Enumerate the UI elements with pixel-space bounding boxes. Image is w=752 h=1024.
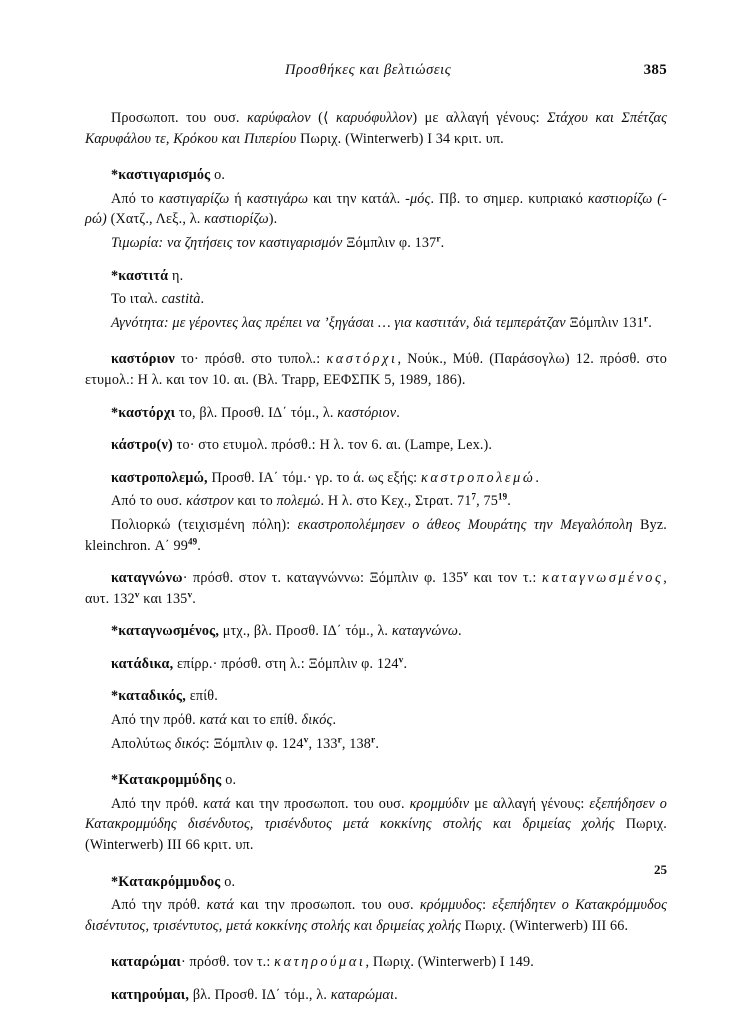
entry-headword: *καστόρχι [111, 404, 176, 421]
text-run: (Χατζ., Λεξ., λ. [106, 211, 205, 228]
entry-citation [85, 233, 667, 254]
entry-headword-line [85, 266, 667, 287]
text-run: . [394, 987, 398, 1003]
text-run: και το [233, 493, 277, 510]
entry-headword: *καταγνωσμένος, [111, 623, 220, 640]
text-run-italic: εξεπήδητεν ο Κατακρόμμυδος δισέντυτος, τρισέντυτος, μετά κοκκίνης στολής και δριμείας χολής [85, 897, 667, 934]
text-run: , 138 [341, 735, 372, 752]
entry-headword: καστόριον [111, 351, 175, 368]
text-run: μτχ., βλ. Προσθ. ΙΔ΄ τόμ., λ. [219, 623, 392, 640]
text-run: και τον τ.: [468, 570, 542, 587]
text-run: Πωριχ. (Winterwerb) I 34 κριτ. υπ. [296, 130, 504, 147]
entry-paragraph [85, 568, 667, 609]
entry-headword-line [85, 165, 667, 186]
text-run-italic: δικός [174, 735, 206, 752]
text-run-spaced: καστροπολεμώ [420, 469, 536, 486]
text-run: Byz. kleinchron. Α΄ 99 [85, 516, 667, 554]
line-superscript: 19 [498, 491, 508, 502]
text-run: με αλλαγή γένους: [469, 795, 590, 812]
text-run: Ξόμπλιν φ. 137 [342, 234, 437, 251]
text-run-italic: καρύφαλον [246, 110, 311, 126]
text-run: Από την πρόθ. [111, 712, 200, 729]
text-run: Πωριχ. (Winterwerb) III 66 κριτ. υπ. [85, 816, 667, 854]
text-run-italic: εκαστροπολέμησεν ο άθεος Μουράτης την Μεγαλόπολη [297, 516, 633, 533]
text-run: Από το [111, 190, 159, 207]
entry-headword-tail: επίθ. [186, 688, 219, 705]
entry-headword: *Κατακρόμμυδος [111, 873, 221, 890]
text-run-italic: καστόριον [337, 404, 397, 421]
text-run-italic: πολεμώ [276, 493, 321, 510]
text-run: Πωριχ. (Winterwerb) III 66. [460, 917, 629, 934]
entry-paragraph [85, 621, 667, 642]
entry-paragraph [85, 108, 667, 149]
text-run-italic: κρόμμυδος [419, 897, 483, 914]
running-head [85, 62, 667, 84]
text-run: επίρρ.· πρόσθ. στη λ.: Ξόμπλιν φ. 124 [173, 655, 399, 672]
line-superscript: 49 [188, 535, 198, 546]
entry-katakrommydis [85, 770, 667, 855]
entry-paragraph [85, 403, 667, 424]
text-run: το· στο ετυμολ. πρόσθ.: Η λ. τον 6. αι. (Lampe, Lex.). [172, 437, 493, 454]
text-run: ). [268, 211, 278, 228]
entry-kastigarismos [85, 165, 667, 253]
text-run: , αυτ. 132 [85, 570, 667, 607]
entry-paragraph [85, 491, 667, 512]
entry-paragraph [85, 468, 667, 489]
text-run: . [332, 712, 337, 729]
text-run: ) με αλλαγή γένους: [412, 110, 548, 126]
entry-paragraph [85, 654, 667, 675]
text-run: Πολιορκώ (τειχισμένη πόλη): [111, 516, 298, 533]
page-body [85, 108, 667, 1006]
text-run: Προσθ. ΙΑ΄ τόμ.· γρ. το ά. ως εξής: [207, 469, 421, 486]
text-run-italic: καρυόφυλλον [336, 110, 413, 126]
text-run-italic: καστιγαρίζω [158, 190, 230, 207]
text-run: Από την πρόθ. [111, 795, 204, 812]
entry-kastorchi [85, 403, 667, 424]
entry-katakrommydos [85, 872, 667, 937]
text-run: , 75 [476, 493, 499, 510]
folio-superscript: r [436, 234, 441, 245]
text-run: . [197, 537, 201, 554]
text-run: και το επίθ. [226, 712, 302, 729]
text-run: : Ξόμπλιν φ. 124 [205, 735, 304, 752]
text-run: Το ιταλ. [111, 291, 162, 308]
entry-kataromai [85, 952, 667, 973]
entry-headword-tail: η. [168, 267, 184, 284]
entry-citation [85, 515, 667, 556]
entry-paragraph [85, 289, 667, 310]
entry-headword: *καστιγαρισμός [111, 167, 211, 184]
entry-headword-tail: ο. [220, 873, 236, 890]
text-run-italic: καταγνώνω [391, 623, 459, 640]
text-run-italic: δικός [301, 712, 333, 729]
text-run-spaced: καστόρχι [326, 351, 398, 368]
text-run: Προσωποπ. του ουσ. [111, 110, 247, 126]
text-run: . Η λ. στο Κεχ., Στρατ. 71 [320, 493, 472, 510]
entry-kastron [85, 435, 667, 456]
entry-paragraph [85, 895, 667, 936]
entry-katadika [85, 654, 667, 675]
text-run: Απολύτως [111, 735, 175, 752]
text-run: . [192, 590, 196, 607]
text-run-italic: καστιορίζω (-ρώ) [85, 190, 667, 228]
text-run: . [200, 291, 205, 308]
text-run-italic: κάστρον [186, 493, 234, 510]
text-run: και 135 [139, 590, 188, 607]
text-run: ή [229, 190, 247, 207]
entry-headword: καταρώμαι [111, 954, 181, 971]
entry-citation [85, 734, 667, 755]
folio-superscript: v [463, 569, 469, 580]
text-run: , 133 [308, 735, 338, 752]
entry-paragraph [85, 794, 667, 856]
entry-paragraph [85, 189, 667, 230]
text-run: . [403, 655, 408, 672]
text-run: . [375, 735, 380, 752]
text-run: Από το ουσ. [111, 493, 187, 510]
folio-superscript: v [187, 589, 193, 600]
text-run: βλ. Προσθ. ΙΔ΄ τόμ., λ. [189, 987, 331, 1003]
signature-mark: 25 [654, 862, 667, 877]
text-run: , Πωριχ. (Winterwerb) I 149. [365, 954, 534, 971]
entry-headword: *καταδικός, [111, 688, 186, 705]
entry-katagnosmenos [85, 621, 667, 642]
text-run-italic: εξεπήδησεν ο Κατακρομμύδης δισένδυτος, τρισένδυτος μετά κοκκίνης στολής και δριμείας χολής [85, 795, 667, 833]
entry-headword: κατηρούμαι, [111, 987, 190, 1003]
entry-headword: καστροπολεμώ, [111, 469, 208, 486]
entry-katiroumai [85, 985, 667, 1006]
folio-superscript: r [337, 734, 342, 745]
running-head-title: Προσθήκες και βελτιώσεις [285, 62, 452, 78]
entry-kastita [85, 266, 667, 334]
text-run: : [482, 897, 493, 914]
entry-paragraph [85, 952, 667, 973]
text-run-italic: castità [161, 291, 201, 308]
entry-kastorion [85, 349, 667, 390]
entry-headword-line [85, 686, 667, 707]
line-superscript: 7 [471, 491, 477, 502]
text-run-italic: -μός [405, 190, 431, 207]
entry-paragraph [85, 985, 667, 1006]
entry-katagnono [85, 568, 667, 609]
entry-headword: κατάδικα, [111, 655, 174, 672]
text-run: και την προσωποπ. του ουσ. [233, 897, 420, 914]
folio-superscript: v [134, 589, 140, 600]
entry-headword: κάστρο(ν) [111, 437, 173, 454]
text-run: και την κατάλ. [308, 190, 406, 207]
folio-superscript: r [643, 314, 649, 325]
page-content [85, 0, 667, 1024]
page-number: 385 [643, 62, 667, 78]
text-run: . [458, 623, 462, 640]
entry-headword-line [85, 770, 667, 791]
text-run: · πρόσθ. τον τ.: [180, 954, 275, 971]
text-run-italic: καστιορίζω [204, 211, 269, 228]
text-run: . Πβ. το σημερ. κυπριακό [430, 190, 588, 207]
entry-paragraph [85, 435, 667, 456]
text-run-italic: κρομμύδιν [409, 795, 470, 812]
entry-headword-tail: ο. [221, 772, 237, 789]
text-run-italic: Αγνότητα: με γέροντες λας πρέπει να ’ξηγάσαι … για καστιτάν, διά τεμπεράτζαν [111, 314, 566, 331]
text-run-italic: Τιμωρία: να ζητήσεις τον καστιγαρισμόν [111, 234, 343, 251]
text-run: . [396, 404, 400, 421]
entry-headword-tail: ο. [210, 167, 226, 184]
text-run-spaced: κατηρούμαι [274, 954, 366, 971]
text-run: το, βλ. Προσθ. ΙΔ΄ τόμ., λ. [175, 404, 338, 421]
entry-paragraph [85, 349, 667, 390]
folio-superscript: v [398, 655, 404, 666]
text-run: . [507, 493, 511, 510]
entry-headword: *Κατακρομμύδης [111, 772, 222, 789]
entry-headword: *καστιτά [111, 267, 169, 284]
text-run-italic: κατά [203, 795, 231, 812]
text-run: το· πρόσθ. στο τυπολ.: [174, 351, 327, 368]
entry-kastropolemo [85, 468, 667, 556]
text-run: Ξόμπλιν 131 [565, 314, 644, 331]
text-run: . [648, 314, 652, 331]
text-run: και την προσωποπ. του ουσ. [230, 795, 410, 812]
text-run-italic: Στάχου και Σπέτζας Καρυφάλου τε, Κρόκου και Πιπερίου [85, 110, 667, 147]
text-run-italic: κατά [206, 897, 234, 914]
text-run-italic: κατά [199, 712, 227, 729]
text-run-italic: καστιγάρω [246, 190, 309, 207]
text-run: Από την πρόθ. [111, 897, 207, 914]
entry-headword-line [85, 872, 667, 893]
entry-karyfalon-continuation [85, 108, 667, 149]
folio-superscript: v [303, 734, 309, 745]
text-run: , Νούκ., Μύθ. (Παράσογλω) 12. πρόσθ. στο ετυμολ.: Η λ. και τον 10. αι. (Βλ. Trapp, ΕΕΦΣΠΚ 5, 1989, 186). [85, 351, 667, 388]
text-run: . [535, 469, 540, 486]
entry-katadikos [85, 686, 667, 754]
entry-citation [85, 313, 667, 334]
entry-headword: καταγνώνω [111, 570, 183, 587]
text-run: · πρόσθ. στον τ. καταγνώννω: Ξόμπλιν φ. 135 [182, 570, 464, 587]
text-run-spaced: καταγνωσμένος [541, 570, 664, 587]
text-run: (⟨ [310, 110, 336, 126]
folio-superscript: r [371, 734, 376, 745]
entry-paragraph [85, 710, 667, 731]
text-run: . [440, 234, 445, 251]
text-run-italic: καταρώμαι [330, 987, 395, 1003]
